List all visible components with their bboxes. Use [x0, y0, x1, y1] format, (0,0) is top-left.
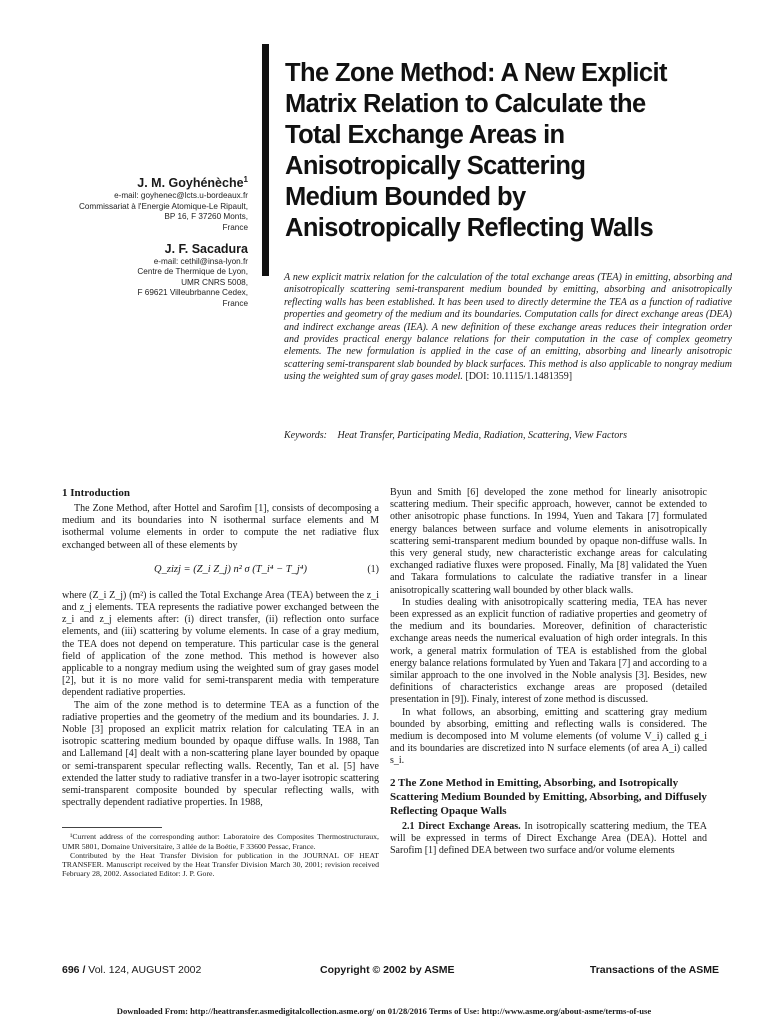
- footer-page-info: [62, 964, 201, 976]
- intro-paragraph-2: where (Z_i Z_j) (m²) is called the Total Exchange Area (TEA) between the z_i and z_j elements. TEA represents the radiative power exchanged between the z_i and z_j elements after: (i) direct transfer, (ii) reflection onto surface elements, and (iii) scattering by volume elements. In case of a gray medium, the TEA does not depend on temperature. This particular case is the general field of application of the zone method. This method is however also applicable to a nongray medium using the weighted sum of gray gases model [2], but it is no more valid for semi-transparent media with temperature dependent radiative properties.: [62, 589, 379, 699]
- right-paragraph-1: Byun and Smith [6] developed the zone method for linearly anisotropic scattering medium. Their specific approach, however, cannot be extended to other anisotropic phase functions. In 1994, Yuen and Takara [7] formulated energy balances between surface and volume elements in anisotropically scattering semi-transparent medium bounded by opaque non-diffuse walls. In this very general study, new characteristic exchange areas for calculating exchanged radiative fluxes were proposed. Finally, Ma [8] validated the Yuen and Takara formulations to calculate the radiative transfer in a linear anisotropically scattering wall bounded by other black walls.: [390, 487, 707, 596]
- keywords-label: Keywords:: [284, 430, 327, 441]
- author-address: F 69621 Villeubrbanne Cedex,: [137, 288, 248, 298]
- equation-body: Q_zizj = (Z_i Z_j) n² σ (T_i⁴ − T_j⁴): [154, 563, 307, 575]
- author-affiliation: Centre de Thermique de Lyon,: [137, 267, 248, 277]
- author-email: e-mail: cethil@insa-lyon.fr: [153, 256, 248, 266]
- download-notice: Downloaded From: http://heattransfer.asmedigitalcollection.asme.org/ on 01/28/2016 Terms of Use: http://www.asme.org/about-asme/terms-of-use: [116, 1006, 652, 1016]
- author-affiliation: Commissariat à l'Energie Atomique-Le Ripault,: [78, 201, 248, 211]
- page-number: 696: [62, 964, 80, 976]
- section-heading-introduction: 1 Introduction: [62, 487, 130, 499]
- subsection-2-1: [390, 821, 707, 858]
- keywords-list: Heat Transfer, Participating Media, Radiation, Scattering, View Factors: [337, 430, 627, 441]
- subsection-heading: 2.1 Direct Exchange Areas.: [402, 820, 521, 832]
- intro-paragraph-1: The Zone Method, after Hottel and Sarofim [1], consists of decomposing a medium and its boundaries into N isothermal surface elements and M isothermal volume elements in order to compute the net radiative flux exchanged between all of these elements by: [62, 503, 379, 551]
- subsection-text: In isotropically scattering medium, the TEA will be expressed in terms of Direct Exchange Area (DEA). Hottel and Sarofim [1] defined DEA between two surface and/or volume elements: [390, 820, 707, 857]
- right-paragraph-3: In what follows, an absorbing, emitting and scattering gray medium bounded by absorbing, emitting and reflecting walls is considered. The medium is decomposed into M volume elements (of volume V_i) called g_i and its boundaries are discretized into N surface elements (of area A_i) called s_i.: [390, 706, 707, 767]
- author-1: [8, 172, 248, 234]
- author-email: e-mail: goyhenec@lcts.u-bordeaux.fr: [114, 191, 248, 201]
- journal-name: Transactions of the ASME: [589, 964, 719, 976]
- author-address: BP 16, F 37260 Monts,: [164, 212, 248, 222]
- right-paragraph-2: In studies dealing with anisotropically scattering media, TEA has never been expressed as an explicit function of radiative properties and geometry of the medium and its boundaries. Moreover, definition of characteristic exchange areas needs the numerical evaluation of high order integrals. In this work, a general matrix formulation of TEA is established from the global energy balance relations formulated by Yuen and Takara [7] and according to a similar approach to the one involved in the Noble analysis [3]. Besides, new definitions of characteristics exchange areas are proposed (detailed presentation in [9]). Finaly, interest of zone method is discussed.: [390, 596, 707, 706]
- author-country: France: [222, 298, 248, 308]
- footnote-divider: [62, 827, 162, 828]
- section-heading-2: 2 The Zone Method in Emitting, Absorbing, and Isotropically Scattering Medium Bounded by Emitting, Absorbing, and Diffusely Reflecting Opaque Walls: [390, 776, 707, 817]
- equation-number: (1): [367, 563, 379, 575]
- author-name: J. M. Goyhénèche: [137, 176, 244, 191]
- author-unit: UMR CNRS 5008,: [181, 277, 248, 287]
- author-country: France: [222, 222, 248, 232]
- volume-info: Vol. 124, AUGUST 2002: [88, 964, 202, 976]
- right-column: [390, 487, 707, 857]
- footnote-address: ¹Current address of the corresponding author: Laboratoire des Composites Thermostructuraux, UMR 5801, Domaine Universitaire, 3 allée de la Boétie, F 33600 Pessac, France.: [62, 832, 379, 851]
- title-rule: [262, 44, 269, 276]
- intro-paragraph-3: The aim of the zone method is to determine TEA as a function of the radiative properties and the geometry of the medium and its boundaries. J. J. Noble [3] proposed an explicit matrix relation for calculating TEA in an isotropic scattering medium bounded by opaque diffuse walls. In 1988, Tan and Lallemand [4] dealt with a non-scattering plane layer bounded by opaque or semi-transparent specular reflecting walls. Recently, Tan et al. [5] have extended the latter study to radiative transfer in a two-layer isotropic scattering semi-transparent composite bounded by specular reflecting walls, with spectrally dependent radiative properties. In 1988,: [62, 699, 379, 809]
- footnotes: [62, 832, 379, 878]
- page-footer: [62, 964, 719, 978]
- copyright: Copyright © 2002 by ASME: [320, 964, 455, 976]
- footer-separator: /: [82, 964, 86, 976]
- left-column: [62, 486, 379, 878]
- paper-title: The Zone Method: A New Explicit Matrix Relation to Calculate the Total Exchange Areas in Anisotropically Scattering Medium Bounded by Anisotropically Reflecting Walls: [285, 59, 667, 242]
- author-footnote-mark: 1: [243, 175, 248, 184]
- doi: [DOI: 10.1115/1.1481359]: [465, 371, 573, 383]
- author-list: [8, 172, 248, 310]
- author-name: J. F. Sacadura: [164, 241, 248, 256]
- author-2: [8, 242, 248, 310]
- keywords: [284, 430, 732, 442]
- footnote-contribution: Contributed by the Heat Transfer Division for publication in the JOURNAL OF HEAT TRANSFER. Manuscript received by the Heat Transfer Division March 30, 2001; revision received February 28, 2002. Associated Editor: J. P. Gore.: [62, 850, 379, 879]
- equation-1: [62, 556, 379, 584]
- abstract: [284, 272, 732, 384]
- abstract-text: A new explicit matrix relation for the calculation of the total exchange areas (TEA) in emitting, absorbing and anisotropically scattering semi-transparent medium bounded by emitting, absorbing and anisotropically reflecting walls has been established. It has been used to directly determine the TEA as a function of radiative properties and geometry of the medium and its boundaries. Computation calls for direct exchange areas (DEA) and indirect exchange areas (IEA). A new definition of these exchange areas reduces their integration order and provides practical energy balance relations for their computation in the case of complex geometry elements. The new formulation is applied in the case of an emitting, absorbing and linearly anisotropic scattering semi-transparent slab bounded by black surfaces. This method is also applicable to nongray medium using the weighted sum of gray gases model.: [284, 272, 732, 383]
